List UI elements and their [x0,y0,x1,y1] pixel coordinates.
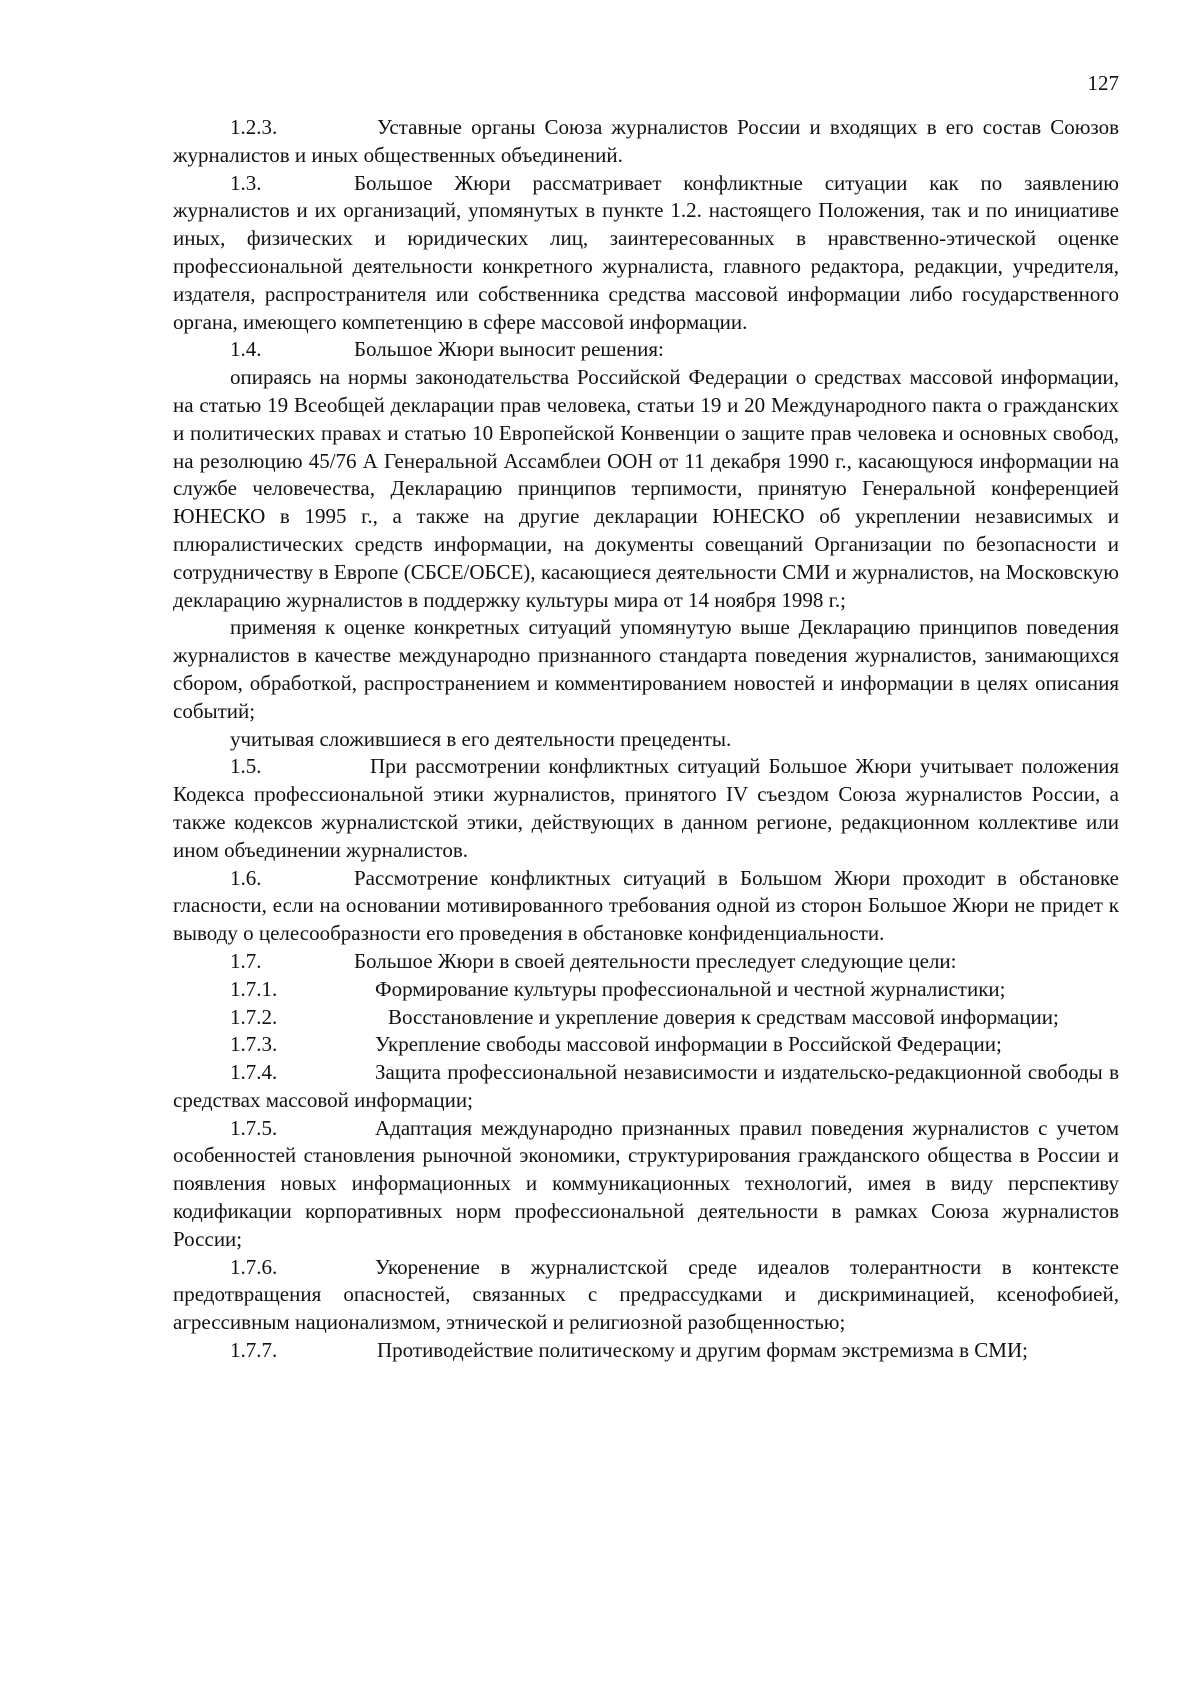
clause-number: 1.5. [230,754,262,779]
clause-text: Рассмотрение конфликтных ситуаций в Большом Жюри проходит в обстановке гласности, если на основании мотивированного требования одной из сторон Большое Жюри не придет к выводу о целесообразности его проведения в обстановке конфиденциальности. [173,865,1119,946]
clause-text: Защита профессиональной независимости и издательско-редакционной свободы в средствах массовой информации; [173,1060,1119,1112]
clause-number: 1.7.6. [230,1254,278,1279]
clause-text: Восстановление и укрепление доверия к средствам массовой информации; [388,1004,1059,1029]
clause-text: Адаптация международно признанных правил поведения журналистов с учетом особенностей становления рыночной экономики, структурирования гражданского общества в России и появления новых информационных и коммуникационных технологий, имея в виду перспективу кодификации корпоративных норм профессиональной деятельности в рамках Союза журналистов России; [173,1115,1119,1251]
paragraph-1-3 [173,170,1119,337]
clause-number: 1.6. [230,865,262,890]
clause-text: Большое Жюри рассматривает конфликтные ситуации как по заявлению журналистов и их организаций, упомянутых в пункте 1.2. настоящего Положения, так и по инициативе иных, физических и юридических лиц, заинтересованных в нравственно-этической оценке профессиональной деятельности конкретного журналиста, главного редактора, редакции, учредителя, издателя, распространителя или собственника средства массовой информации либо государственного органа, имеющего компетенцию в сфере массовой информации. [173,170,1119,334]
paragraph-1-7-1 [173,976,1119,1004]
page-number: 127 [1087,71,1119,95]
paragraph-1-7-5 [173,1115,1119,1254]
paragraph-1-4 [173,336,1119,364]
clause-text: Формирование культуры профессиональной и честной журналистики; [375,976,1006,1001]
clause-number: 1.2.3. [230,115,278,139]
clause-number: 1.7.4. [230,1060,278,1085]
paragraph-1-4-item-2: применяя к оценке конкретных ситуаций упомянутую выше Декларацию принципов поведения журналистов в качестве международно признанного стандарта поведения журналистов, занимающихся сбором, обработкой, распространением и комментированием новостей и информации в целях описания событий; [173,615,1119,723]
clause-text: Противодействие политическому и другим формам экстремизма в СМИ; [377,1338,1028,1363]
paragraph-1-4-item-1: опираясь на нормы законодательства Российской Федерации о средствах массовой информации, на статью 19 Всеобщей декларации прав человека, статьи 19 и 20 Международного пакта о гражданских и политических правах и статью 10 Европейской Конвенции о защите прав человека и основных свобод, на резолюцию 45/76 А Генеральной Ассамблеи ООН от 11 декабря 1990 г., касающуюся информации на службе человечества, Декларацию принципов терпимости, принятую Генеральной конференцией ЮНЕСКО в 1995 г., а также на другие декларации ЮНЕСКО об укреплении независимых и плюралистических средств информации, на документы совещаний Организации по безопасности и сотрудничеству в Европе (СБСЕ/ОБСЕ), касающиеся деятельности СМИ и журналистов, на Московскую декларацию журналистов в поддержку культуры мира от 14 ноября 1998 г.; [173,365,1119,612]
clause-text: Уставные органы Союза журналистов России и входящих в его состав Союзов журналистов и иных общественных объединений. [173,115,1119,167]
paragraph-1-7 [173,948,1119,976]
clause-text: Большое Жюри выносит решения: [354,337,664,362]
clause-number: 1.7.3. [230,1032,278,1057]
paragraph-1-7-7 [173,1337,1119,1365]
clause-text: Большое Жюри в своей деятельности преследует следующие цели: [354,948,957,973]
paragraph-1-5 [173,753,1119,864]
clause-number: 1.7. [230,948,262,973]
paragraph-1-7-4 [173,1059,1119,1115]
document-body [173,114,1119,1365]
clause-number: 1.7.7. [230,1338,278,1363]
paragraph-1-2-3 [173,114,1119,170]
clause-text: Укоренение в журналистской среде идеалов толерантности в контексте предотвращения опасностей, связанных с предрассудками и дискриминацией, ксенофобией, агрессивным национализмом, этнической и религиозной разобщенностью; [173,1254,1119,1335]
clause-number: 1.7.2. [230,1004,278,1029]
clause-number: 1.3. [230,170,262,195]
clause-number: 1.4. [230,337,262,362]
paragraph-1-4-item-3: учитывая сложившиеся в его деятельности прецеденты. [230,726,732,751]
clause-number: 1.7.5. [230,1115,278,1140]
clause-text: При рассмотрении конфликтных ситуаций Большое Жюри учитывает положения Кодекса профессиональной этики журналистов, принятого IV съездом Союза журналистов России, а также кодексов журналистской этики, действующих в данном регионе, редакционном коллективе или ином объединении журналистов. [173,754,1119,862]
clause-number: 1.7.1. [230,976,278,1001]
paragraph-1-7-6 [173,1254,1119,1337]
paragraph-1-7-2 [173,1004,1119,1032]
clause-text: Укрепление свободы массовой информации в Российской Федерации; [375,1032,1002,1057]
paragraph-1-7-3 [173,1031,1119,1059]
paragraph-1-6 [173,865,1119,948]
